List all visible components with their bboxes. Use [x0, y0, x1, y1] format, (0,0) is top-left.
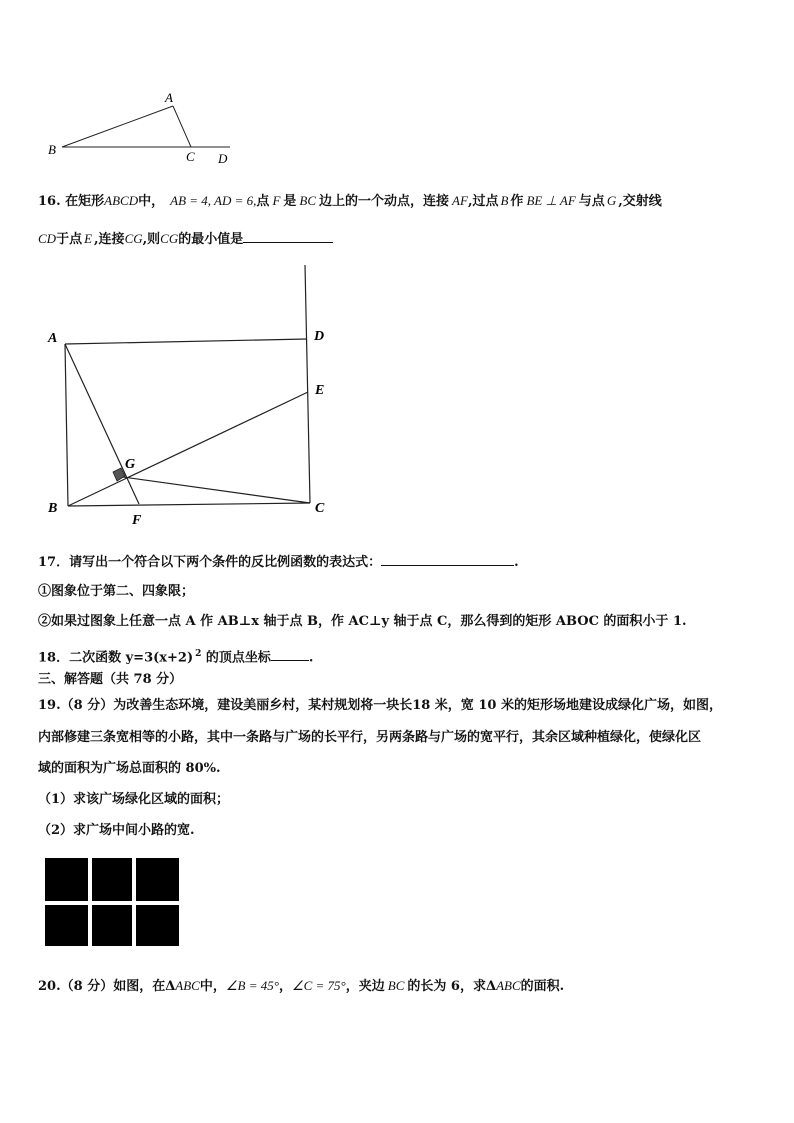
label-a: A: [48, 331, 58, 346]
q19-part1: （1）求该广场绿化区域的面积；: [38, 792, 230, 807]
q16-answer-blank[interactable]: [243, 228, 333, 243]
q17-answer-blank[interactable]: [381, 551, 514, 566]
triangle-figure: [40, 88, 250, 168]
q19-line1: 19.（8 分）为改善生态环境，建设美丽乡村，某村规划将一块长18 米，宽 10 米的矩形场地建设成绿化广场，如图，: [38, 698, 722, 713]
horizontal-path: [45, 901, 179, 905]
q17-line: 17．请写出一个符合以下两个条件的反比例函数的表达式： .: [38, 551, 519, 572]
ray-cd: [305, 265, 310, 503]
side-ad: [65, 339, 307, 344]
label-g: G: [125, 457, 136, 472]
square-paths-figure: [45, 858, 179, 946]
label-b: B: [48, 142, 56, 157]
vertical-path-right: [132, 858, 136, 946]
q18-line: 18．二次函数 y=3(x+2) $^2$ 的顶点坐标 .: [38, 645, 313, 667]
q19-line2: 内部修建三条宽相等的小路，其中一条路与广场的长平行，另两条路与广场的宽平行，其余区域种植绿化，使绿化区: [38, 730, 702, 745]
segment-af: [65, 344, 139, 504]
segment-gc: [123, 477, 310, 503]
q18-answer-blank[interactable]: [271, 646, 309, 661]
label-b: B: [48, 501, 58, 516]
side-bc: [68, 503, 310, 506]
label-e: E: [315, 383, 325, 398]
side-ac: [173, 106, 191, 147]
q16-line2: CD于点 E ,连接CG,则CG的最小值是: [38, 228, 333, 249]
side-ab: [65, 344, 68, 506]
q19-line3: 域的面积为广场总面积的 80%.: [38, 761, 221, 776]
q17-condition-1: ①图象位于第二、四象限；: [38, 584, 195, 599]
section-heading: 三、解答题（共 78 分）: [38, 672, 183, 687]
q19-part2: （2）求广场中间小路的宽.: [38, 823, 195, 838]
q16-line1: 16. 在矩形ABCD中， AB = 4, AD = 6,点 F 是 BC 边上的一个动点，连接 AF,过点 B 作 BE ⊥ AF 与点 G ,交射线: [38, 193, 662, 209]
rectangle-figure: [40, 262, 340, 530]
q17-condition-2: ②如果过图象上任意一点 A 作 AB⊥x 轴于点 B，作 AC⊥y 轴于点 C，那么得到的矩形 ABOC 的面积小于 1.: [38, 614, 687, 629]
label-a: A: [165, 90, 173, 105]
label-c: C: [315, 501, 325, 516]
side-ab: [62, 106, 173, 147]
label-d: D: [218, 151, 228, 166]
label-d: D: [314, 329, 325, 344]
vertical-path-left: [88, 858, 92, 946]
label-c: C: [186, 149, 195, 164]
label-f: F: [132, 513, 142, 528]
q20-line: 20.（8 分）如图，在ΔABC中，∠B = 45°，∠C = 75°，夹边 BC 的长为 6，求ΔABC的面积.: [38, 978, 565, 994]
segment-be: [68, 392, 308, 506]
